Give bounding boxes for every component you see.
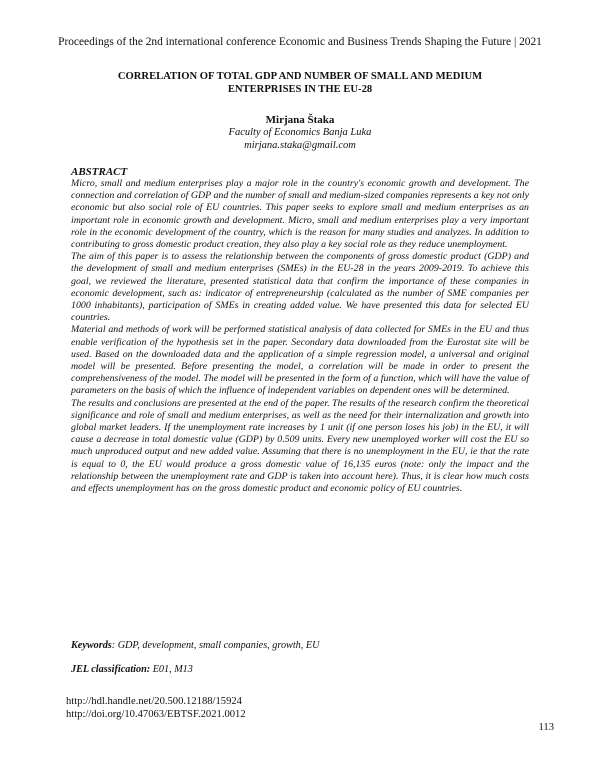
author-affiliation: Faculty of Economics Banja Luka xyxy=(228,127,372,138)
author-email: mirjana.staka@gmail.com xyxy=(244,140,356,151)
abstract-heading: ABSTRACT xyxy=(71,166,128,178)
page-number: 113 xyxy=(538,722,554,733)
abstract-paragraph: The results and conclusions are presented at the end of the paper. The results of the research confirm the theoretical significance and role of small and medium enterprises, as well as the need for their internalization and growth into global market leaders. If the unemployment rate increases by 1 unit (if one person loses his job) in the EU, it will cause a decrease in total domestic value (GDP) by 0.509 units. Every new unemployed worker will cost the EU so much unproduced output and new added value. Assuming that there is no unemployment in the EU, ie that the rate is equal to 0, the EU would produce a gross domestic value of 16,135 euros (note: only the impact and the relationship between the unemployment rate and GDP is taken into account here). Thus, it is clear how much costs and effects unemployment has on the gross domestic product and economic policy of EU countries. xyxy=(71,397,529,495)
proceedings-header: Proceedings of the 2nd international conference Economic and Business Trends Shaping the Future | 2021 xyxy=(58,36,542,48)
doi-link[interactable]: http://doi.org/10.47063/EBTSF.2021.0012 xyxy=(66,709,246,720)
identifier-links xyxy=(66,695,246,721)
abstract-paragraph: The aim of this paper is to assess the relationship between the components of gross domestic product (GDP) and the development of small and medium enterprises (SMEs) in the EU-28 in the years 2009-2019. To achieve this goal, we reviewed the literature, presented statistical data that confirm the importance of these companies in economic development, such as: indicator of entrepreneurship (calculated as the number of SME companies per 1000 inhabitants), participation of SMEs in creating added value. We have presented this data for selected EU countries. xyxy=(71,251,529,324)
keywords-label: Keywords xyxy=(71,640,112,651)
jel-line xyxy=(71,664,529,675)
author-name: Mirjana Štaka xyxy=(265,114,335,126)
jel-text: E01, M13 xyxy=(150,664,193,675)
title-line-1: CORRELATION OF TOTAL GDP AND NUMBER OF SMALL AND MEDIUM xyxy=(117,71,483,82)
abstract-body xyxy=(71,178,529,495)
paper-title xyxy=(60,70,540,96)
jel-label: JEL classification: xyxy=(71,664,151,675)
keywords-text: : GDP, development, small companies, growth, EU xyxy=(111,640,320,651)
handle-link[interactable]: http://hdl.handle.net/20.500.12188/15924 xyxy=(66,696,242,707)
keywords-line xyxy=(71,640,529,651)
title-line-2: ENTERPRISES IN THE EU-28 xyxy=(227,84,373,95)
abstract-paragraph: Micro, small and medium enterprises play a major role in the country's economic growth and development. The connection and correlation of GDP and the number of small and medium-sized companies represents a key not only economic but also social role of EU countries. This paper seeks to explore small and medium enterprises as an important role in economic growth and development. Micro, small and medium enterprises play a very important role in the economic development of the country, which is the reason for many studies and analyzes. In addition to contributing to gross domestic product creation, they also play a key social role as they reduce unemployment. xyxy=(71,178,529,251)
abstract-paragraph: Material and methods of work will be performed statistical analysis of data collected for SMEs in the EU and thus enable verification of the hypothesis set in the paper. Secondary data downloaded from the Eurostat site will be used. Based on the downloaded data and the application of a simple regression model, a universal and original model will be presented. Before presenting the model, a correlation will be made in order to present the comprehensiveness of the model. The model will be presented in the form of a function, which will have the value of parameters on the basis of which the influence of independent variables on dependent ones will be determined. xyxy=(71,324,529,397)
